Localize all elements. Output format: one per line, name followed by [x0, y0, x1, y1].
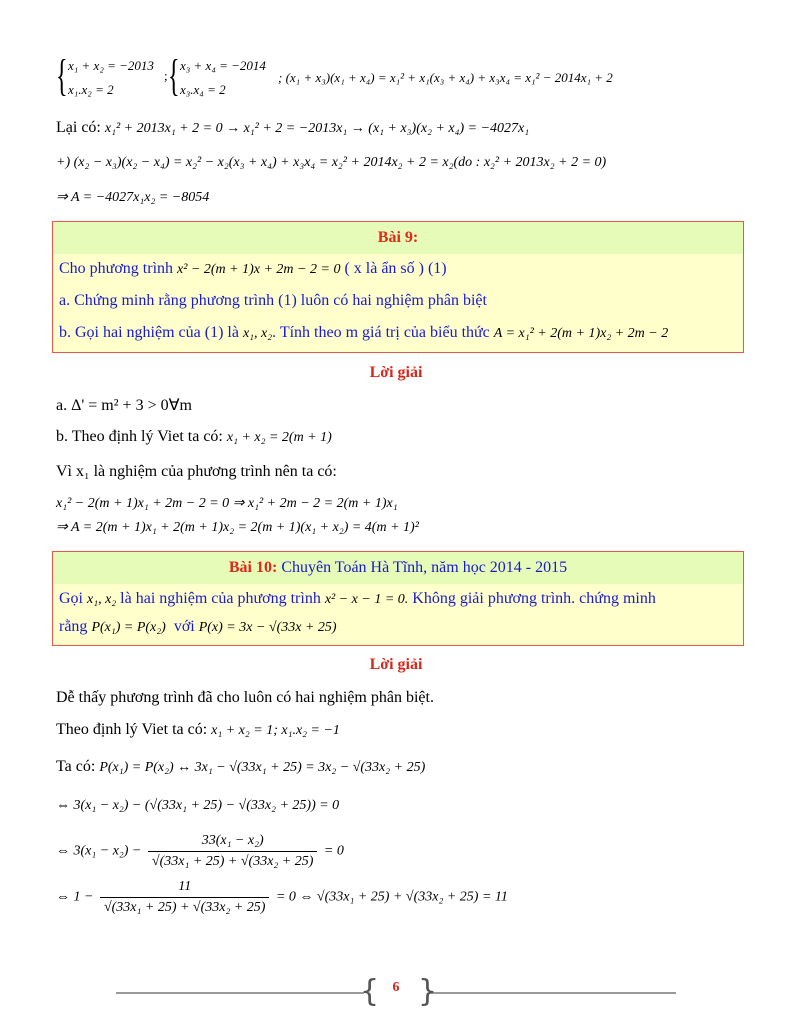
equation: x₁² + 2013x₁ + 2 = 0 → x₁² + 2 = −2013x₁ → (x₁ + x₃)(x₂ + x₄) = −4027x₁	[104, 121, 530, 136]
equation: ⇒ A = −4027x₁x₂ = −8054	[56, 190, 210, 205]
equation: x₁² − 2(m + 1)x₁ + 2m − 2 = 0 ⇒ x₁² + 2m − 2 = 2(m + 1)x₁	[56, 496, 398, 511]
solution-heading: Lời giải	[369, 656, 423, 673]
equation: ⇒ A = 2(m + 1)x₁ + 2(m + 1)x₂ = 2(m + 1)(x₁ + x₂) = 4(m + 1)²	[56, 520, 419, 535]
problem-box-bai9	[52, 221, 744, 353]
solution-line: a. Δ' = m² + 3 > 0∀m	[56, 397, 192, 414]
footer-bracket-right: }	[418, 974, 438, 1009]
problem-line: rằng P(x₁) = P(x₂) với P(x) = 3x − √(33x + 25)	[59, 618, 337, 635]
left-brace: {	[168, 51, 180, 100]
footer-rule-left	[116, 992, 364, 994]
system-tail-equation: ; (x₁ + x₃)(x₁ + x₄) = x₁² + x₁(x₃ + x₄) + x₃x₄ = x₁² − 2014x₁ + 2	[278, 70, 613, 85]
line-lai-co: Lại có: x₁² + 2013x₁ + 2 = 0 → x₁² + 2 = −2013x₁ → (x₁ + x₃)(x₂ + x₄) = −4027x₁	[56, 119, 530, 136]
left-brace: {	[56, 51, 68, 100]
solution-line: Vì x₁ là nghiệm của phương trình nên ta có:	[56, 463, 337, 480]
system1-line2: x₁.x₂ = 2	[68, 82, 114, 97]
problem-title: Bài 10: Chuyên Toán Hà Tĩnh, năm học 2014 - 2015	[53, 552, 743, 584]
problem-line: Cho phương trình x² − 2(m + 1)x + 2m − 2 = 0 ( x là ẩn số ) (1)	[59, 260, 447, 277]
solution-line: Theo định lý Viet ta có: x₁ + x₂ = 1; x₁.x₂ = −1	[56, 721, 340, 738]
problem-line: b. Gọi hai nghiệm của (1) là x₁, x₂. Tính theo m giá trị của biểu thức A = x₁² + 2(m + 1)x₂ + 2m − 2	[59, 324, 669, 341]
footer-rule-right	[430, 992, 676, 994]
equation: ⇔ 3(x₁ − x₂) − $\frac{\text{33(x₁ − x₂)}}{\text{√(33x₁ + 25) + √(33x₂ + 25)}}$ = 0	[56, 833, 344, 869]
system1-line1: x₁ + x₂ = −2013	[68, 58, 154, 73]
problem-line: a. Chứng minh rằng phương trình (1) luôn có hai nghiệm phân biệt	[59, 292, 487, 309]
solution-heading: Lời giải	[369, 364, 423, 381]
solution-line: Dễ thấy phương trình đã cho luôn có hai nghiệm phân biệt.	[56, 689, 434, 706]
page-number: 6	[392, 980, 400, 995]
system2-line2: x₃.x₄ = 2	[180, 82, 226, 97]
solution-line: b. Theo định lý Viet ta có: x₁ + x₂ = 2(m + 1)	[56, 428, 332, 445]
equation: +) (x₂ − x₃)(x₂ − x₄) = x₂² − x₂(x₃ + x₄) + x₃x₄ = x₂² + 2014x₂ + 2 = x₂(do : x₂² + 2013x₂ + 2 = 0)	[56, 155, 607, 170]
problem-line: Gọi x₁, x₂ là hai nghiệm của phương trình x² − x − 1 = 0. Không giải phương trình. chứng minh	[59, 590, 656, 607]
footer-bracket-left: {	[360, 974, 380, 1009]
equation: ⇔ 1 − $\frac{11}{\text{√(33x₁ + 25) + √(33x₂ + 25)}}$ = 0 ⇔ √(33x₁ + 25) + √(33x₂ + 25) = 11	[56, 879, 508, 915]
problem-title: Bài 9:	[53, 222, 743, 254]
fraction: $\frac{\text{33(x₁ − x₂)}}{\text{√(33x₁ + 25) + √(33x₂ + 25)}}$	[148, 832, 318, 871]
system2-line1: x₃ + x₄ = −2014	[180, 58, 266, 73]
problem-box-bai10	[52, 551, 744, 646]
equation: ⇔ 3(x₁ − x₂) − (√(33x₁ + 25) − √(33x₂ + 25)) = 0	[56, 798, 340, 813]
fraction: $\frac{11}{\text{√(33x₁ + 25) + √(33x₂ + 25)}}$	[100, 878, 270, 917]
solution-line: Ta có: P(x₁) = P(x₂) ↔ 3x₁ − √(33x₁ + 25) = 3x₂ − √(33x₂ + 25)	[56, 758, 426, 775]
